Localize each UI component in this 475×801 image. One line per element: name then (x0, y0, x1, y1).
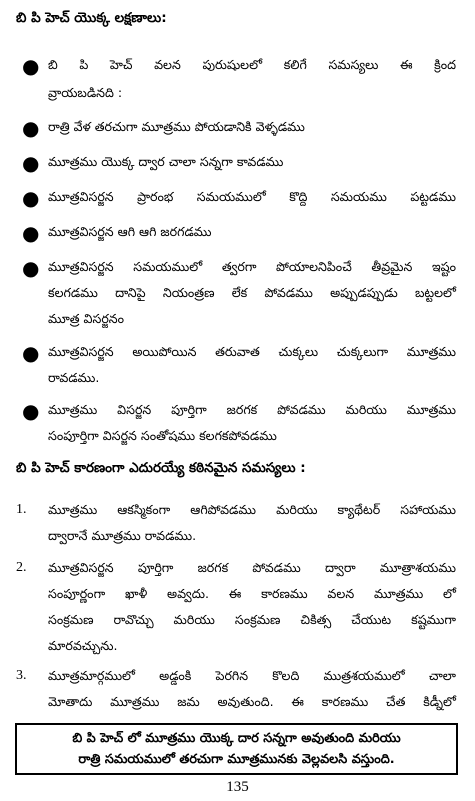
list-item-line: మూత్రము ఆకస్మికంగా ఆగిపోవడము మరియు క్యాథేటర్ సహాయము (48, 502, 456, 517)
bullet-icon: ● (22, 54, 40, 78)
bullet-icon: ● (22, 399, 40, 423)
list-item-line: మూత్రవిసర్జన అయిపోయిన తరువాత చుక్కలు చుక్కలుగా మూత్రము (48, 344, 456, 359)
section-heading-symptoms: బి పి హెచ్ యొక్క లక్షణాలు: (16, 10, 167, 26)
bullet-icon: ● (22, 186, 40, 210)
list-item-line: కలగడము దానిపై నియంత్రణ లేక పోవడము అప్పుడప్పుడు బట్టలలో (48, 285, 456, 300)
page-number: 135 (226, 779, 249, 795)
section-heading-complications: బి పి హెచ్ కారణంగా ఎదురయ్యే కఠినమైన సమస్యలు : (16, 460, 306, 476)
list-item-line: మూత్రవిసర్జన ఆగి ఆగి జరగడము (48, 224, 212, 239)
list-number: 2. (16, 560, 27, 575)
list-item-line: మూత్రము విసర్జన పూర్తిగా జరగక పోవడము మరియు మూత్రము (48, 402, 456, 417)
highlight-line: బి పి హెచ్ లో మూత్రము యొక్క దార సన్నగా అవుతుంది మరియు (72, 731, 401, 746)
bullet-icon: ● (22, 221, 40, 245)
list-item-line: మూత్రవిసర్జన పూర్తిగా జరగక పోవడము ద్వారా మూత్రాశయము (48, 560, 456, 575)
list-item-line: మూత్రమార్గములో అడ్డంకి పెరగిన కొలది ముత్రశయములో చాలా (48, 668, 456, 683)
list-number: 3. (16, 668, 27, 683)
bullet-icon: ● (22, 116, 40, 140)
list-item-line: మూత్రవిసర్జన ప్రారంభ సమయములో కొద్ది సమయము పట్టడము (48, 189, 456, 204)
list-item-line: వ్రాయబడినది : (48, 85, 123, 100)
list-item-line: సంపూర్తిగా విసర్జన సంతోషము కలగకపోవడము (48, 428, 277, 443)
list-item-line: రాత్రి వేళ తరచుగా మూత్రము పోయడానికి వెళ్ళడము (48, 119, 305, 134)
list-item-line: మూత్రము యొక్క ద్వార చాలా సన్నగా కావడము (48, 154, 284, 169)
bullet-icon: ● (22, 341, 40, 365)
list-item-line: మూత్ర విసర్జనం (48, 311, 125, 326)
bullet-icon: ● (22, 151, 40, 175)
list-item-line: ద్వారానే మూత్రము రావడము. (48, 528, 197, 543)
bullet-icon: ● (22, 256, 40, 280)
list-item-line: మోతాదు మూత్రము జమ అవుతుంది. ఈ కారణము చేత కిడ్నీలో (48, 694, 456, 709)
list-item-line: సంపూర్ణంగా ఖాళీ అవ్వదు. ఈ కారణము వలన మూత్రము లో (48, 586, 456, 601)
highlight-box (15, 723, 458, 775)
list-item-line: మూత్రవిసర్జన సమయములో త్వరగా పోయాలనిపించే తీవ్రమైన ఇష్టం (48, 259, 456, 274)
list-item-line: బి పి హెచ్ వలన పురుషులలో కలిగే సమస్యలు ఈ క్రింద (48, 57, 456, 72)
list-number: 1. (16, 502, 27, 517)
list-item-line: సంక్రమణ రావొచ్చు మరియు సంక్రమణ చికిత్స చేయుట కష్టముగా (48, 612, 456, 627)
highlight-line: రాత్రి సమయములో తరచుగా మూత్రమునకు వెల్లవలసి వస్తుంది. (78, 752, 395, 767)
list-item-line: మారవచ్చును. (48, 638, 118, 653)
list-item-line: రావడము. (48, 370, 100, 385)
